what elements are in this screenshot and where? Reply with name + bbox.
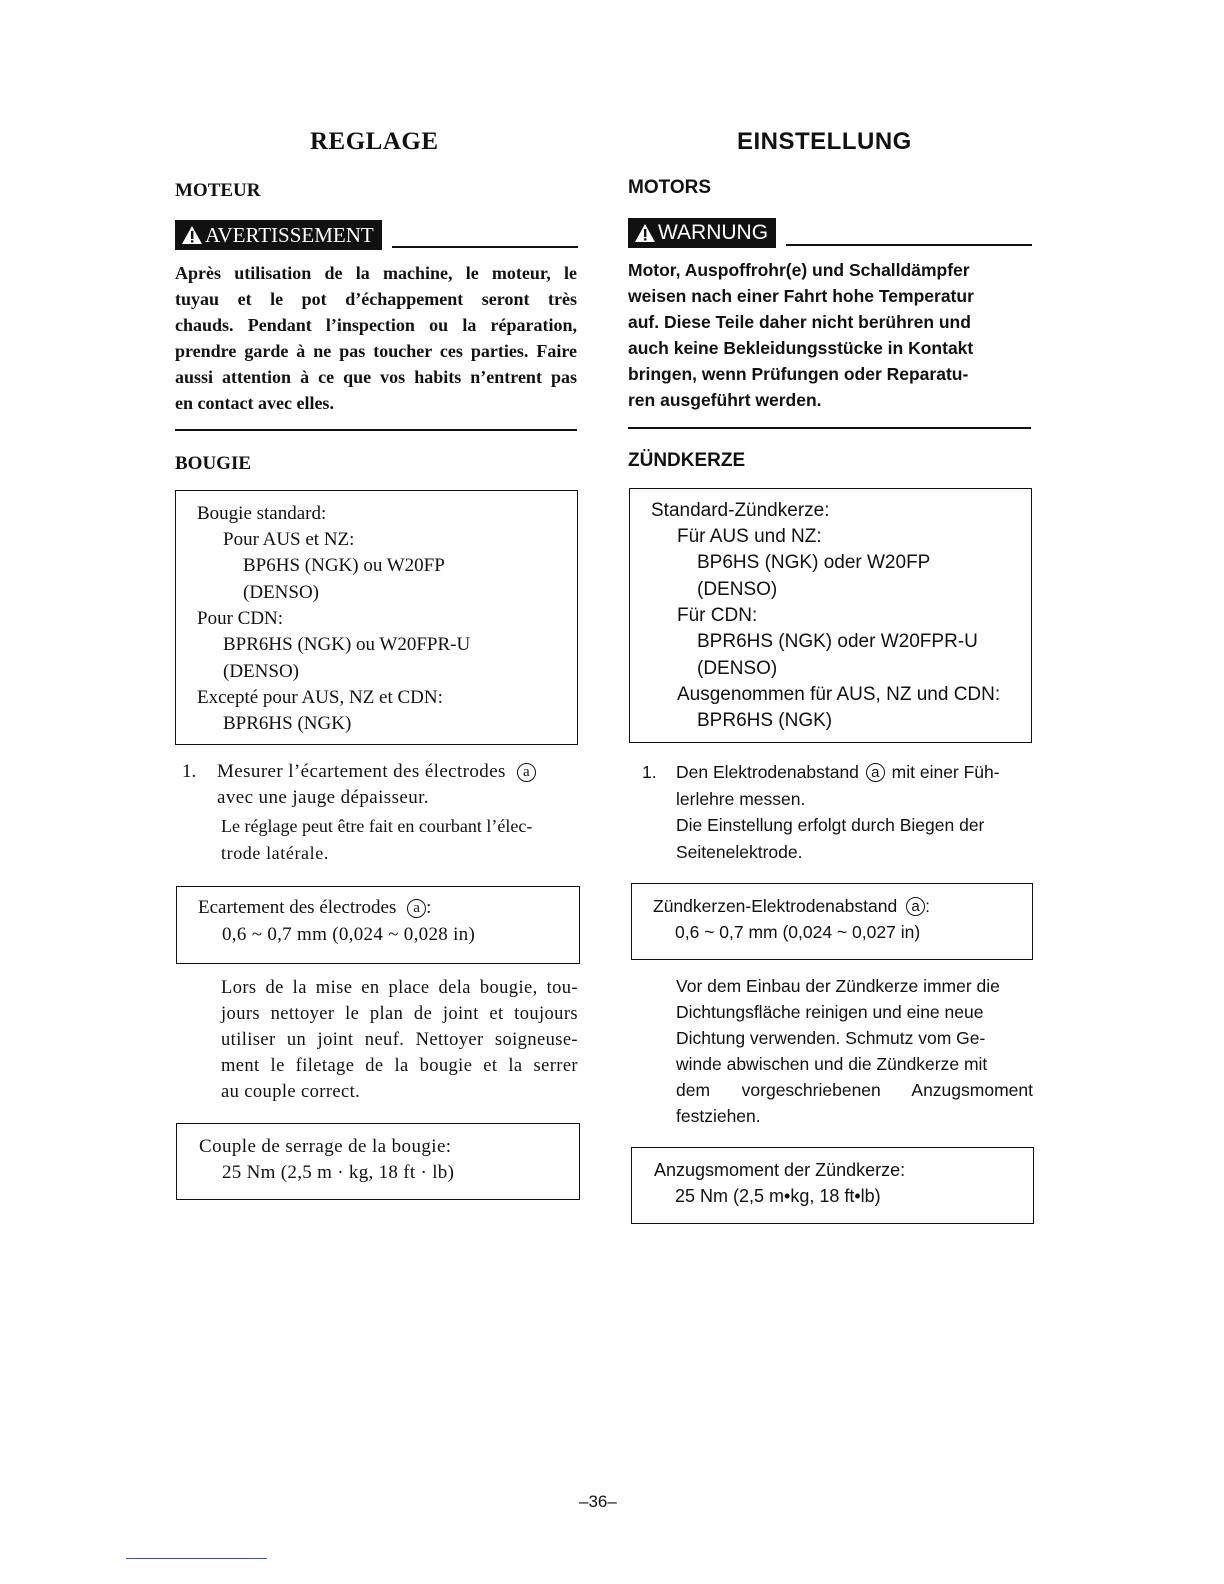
warning-line: weisen nach einer Fahrt hohe Temperatur xyxy=(628,286,974,306)
install-line: jours nettoyer le plan de joint et toujours xyxy=(221,1004,578,1024)
spec-line: Ausgenommen für AUS, NZ und CDN: xyxy=(677,684,1001,705)
torque-value: 25 Nm (2,5 m · kg, 18 ft · lb) xyxy=(222,1162,455,1183)
warning-rule xyxy=(786,244,1032,246)
section-heading-motors: MOTORS xyxy=(628,177,712,198)
marker-a-icon: a xyxy=(407,899,426,918)
step1-line: Seitenelektrode. xyxy=(676,842,803,862)
spec-line: Standard-Zündkerze: xyxy=(651,500,830,521)
install-line: festziehen. xyxy=(676,1106,761,1126)
spec-line: (DENSO) xyxy=(697,658,778,679)
install-paragraph-de xyxy=(676,973,1033,1129)
torque-box-fr xyxy=(176,1123,580,1200)
spec-line: (DENSO) xyxy=(697,579,778,600)
warning-line: bringen, wenn Prüfungen oder Reparatu- xyxy=(628,364,969,384)
spec-line: Für AUS und NZ: xyxy=(677,526,822,547)
step1-line: lerlehre messen. xyxy=(676,789,806,809)
install-line: Dichtungsfläche reinigen und eine neue xyxy=(676,1002,984,1022)
gap-value: 0,6 ~ 0,7 mm (0,024 ~ 0,027 in) xyxy=(675,922,921,942)
step1-line: Die Einstellung erfolgt durch Biegen der xyxy=(676,815,985,835)
page-title-de: EINSTELLUNG xyxy=(737,128,912,155)
spark-plug-spec-box-fr xyxy=(175,490,578,745)
warning-banner-fr xyxy=(175,220,578,250)
warning-banner-de xyxy=(628,218,1032,248)
step1-text: mit einer Füh- xyxy=(891,762,1000,782)
section-heading-moteur: MOTEUR xyxy=(175,180,261,201)
warning-line: auch keine Bekleidungsstücke in Kontakt xyxy=(628,338,974,358)
marker-a-icon: a xyxy=(517,763,536,782)
install-line: utiliser un joint neuf. Nettoyer soigneuse- xyxy=(221,1030,578,1050)
spec-line: BPR6HS (NGK) xyxy=(223,713,352,734)
install-paragraph-fr xyxy=(221,975,578,1105)
install-line: Dichtung verwenden. Schmutz vom Ge- xyxy=(676,1028,986,1048)
spec-line: BPR6HS (NGK) oder W20FPR-U xyxy=(697,631,978,652)
electrode-gap-box-de xyxy=(631,883,1033,960)
page-number: –36– xyxy=(579,1492,617,1511)
electrode-gap-box-fr xyxy=(176,886,580,964)
install-line: Lors de la mise en place dela bougie, tou- xyxy=(221,978,578,998)
warning-label-text: AVERTISSEMENT xyxy=(205,223,374,247)
spec-line: Excepté pour AUS, NZ et CDN: xyxy=(197,687,443,708)
warning-text-de xyxy=(628,257,1032,413)
step1-text: Mesurer l’écartement des électrodes xyxy=(217,761,506,782)
install-line: au couple correct. xyxy=(221,1082,361,1102)
spec-line: BPR6HS (NGK) ou W20FPR-U xyxy=(223,634,471,655)
step1-text: Den Elektrodenabstand xyxy=(676,762,859,782)
warning-end-rule xyxy=(628,427,1031,429)
warning-line: en contact avec elles. xyxy=(175,393,334,413)
warning-text-fr xyxy=(175,260,577,416)
warning-triangle-icon xyxy=(181,225,203,245)
warning-line: Après utilisation de la machine, le moteur, le xyxy=(175,263,577,283)
install-line: winde abwischen und die Zündkerze mit xyxy=(676,1054,988,1074)
section-heading-bougie: BOUGIE xyxy=(175,453,252,474)
warning-label-box xyxy=(175,220,382,250)
torque-label: Couple de serrage de la bougie: xyxy=(199,1136,452,1157)
install-line: Vor dem Einbau der Zündkerze immer die xyxy=(676,976,1000,996)
gap-label-line: Ecartement des électrodes a : xyxy=(198,897,432,918)
section-heading-zuendkerze: ZÜNDKERZE xyxy=(628,450,746,471)
step1-note-line: trode latérale. xyxy=(221,843,329,863)
install-line: dem vorgeschriebenen Anzugsmoment xyxy=(676,1080,1033,1100)
marker-a-icon: a xyxy=(866,763,885,782)
step1-line-1 xyxy=(676,762,1000,783)
spec-line: (DENSO) xyxy=(223,661,299,682)
install-line: ment le filetage de la bougie et la serrer xyxy=(221,1056,578,1076)
step1-note-line: Le réglage peut être fait en courbant l’élec- xyxy=(221,816,533,836)
step-number: 1. xyxy=(642,762,657,782)
spec-line: BP6HS (NGK) oder W20FP xyxy=(697,552,931,573)
spec-line: Pour CDN: xyxy=(197,608,284,629)
warning-line: tuyau et le pot d’échappement seront très xyxy=(175,289,577,309)
warning-line: auf. Diese Teile daher nicht berühren und xyxy=(628,312,971,332)
spec-line: BPR6HS (NGK) xyxy=(697,710,833,731)
footnote-rule xyxy=(126,1558,267,1559)
step1-line-1 xyxy=(217,761,536,783)
spec-line: BP6HS (NGK) ou W20FP xyxy=(243,555,445,576)
torque-box-de xyxy=(631,1147,1034,1224)
marker-a-icon: a xyxy=(906,897,925,916)
warning-label-box xyxy=(628,218,776,248)
step1-line-2: avec une jauge dépaisseur. xyxy=(217,787,429,808)
spark-plug-spec-box-de xyxy=(629,488,1032,743)
gap-label: Ecartement des électrodes xyxy=(198,897,397,918)
warning-line: ren ausgeführt werden. xyxy=(628,390,822,410)
warning-label-text: WARNUNG xyxy=(658,221,769,244)
warning-rule xyxy=(392,246,578,248)
spec-line: Pour AUS et NZ: xyxy=(223,529,355,550)
gap-label-line: Zündkerzen-Elektrodenabstand a : xyxy=(653,896,930,916)
page-title-fr: REGLAGE xyxy=(310,128,439,155)
warning-line: prendre garde à ne pas toucher ces parties. Faire xyxy=(175,341,577,361)
torque-label: Anzugsmoment der Zündkerze: xyxy=(654,1160,906,1180)
torque-value: 25 Nm (2,5 m•kg, 18 ft•lb) xyxy=(675,1186,881,1206)
spec-line: Für CDN: xyxy=(677,605,758,626)
warning-end-rule xyxy=(175,429,577,431)
warning-line: chauds. Pendant l’inspection ou la réparation, xyxy=(175,315,577,335)
warning-triangle-icon xyxy=(634,223,656,243)
gap-label: Zündkerzen-Elektrodenabstand xyxy=(653,896,898,916)
spec-line: (DENSO) xyxy=(243,582,319,603)
warning-line: aussi attention à ce que vos habits n’entrent pas xyxy=(175,367,577,387)
step-number: 1. xyxy=(182,761,197,782)
warning-line: Motor, Auspoffrohr(e) und Schalldämpfer xyxy=(628,260,970,280)
spec-line: Bougie standard: xyxy=(197,503,327,524)
gap-value: 0,6 ~ 0,7 mm (0,024 ~ 0,028 in) xyxy=(222,924,476,945)
